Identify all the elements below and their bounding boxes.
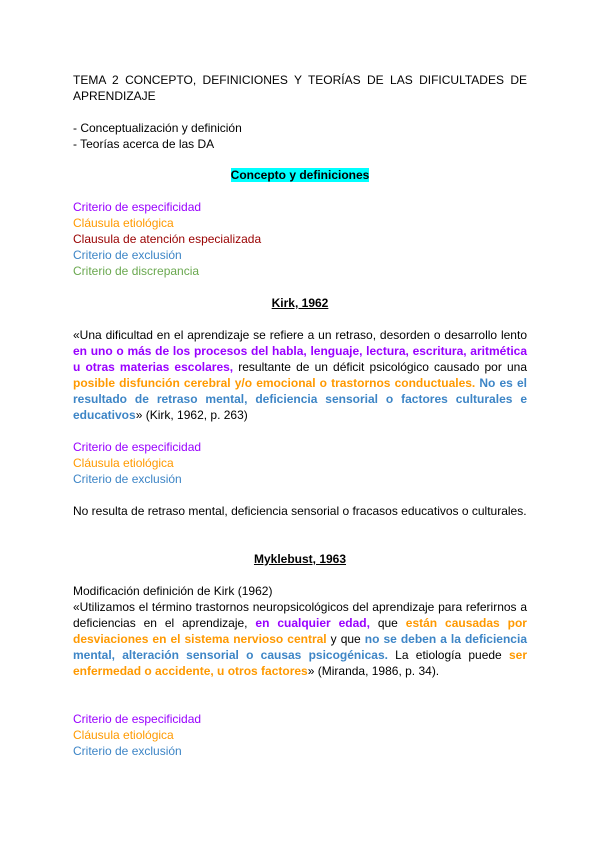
kirk-heading: Kirk, 1962 <box>271 296 329 310</box>
kirk-etiology-text: posible disfunción cerebral y/o emocional o trastornos conductuales. <box>73 376 476 390</box>
legend-etiologica: Cláusula etiológica <box>73 216 174 230</box>
kirk-quote-text: resultante de un déficit psicológico causado por una <box>233 360 527 374</box>
myklebust-quote-text: La etiología puede <box>387 648 509 662</box>
kirk-quote <box>73 327 527 423</box>
outline-item: - Teorías acerca de las DA <box>73 137 215 151</box>
myklebust-criterion: Criterio de exclusión <box>73 744 182 758</box>
document-title: TEMA 2 CONCEPTO, DEFINICIONES Y TEORÍAS DE LAS DIFICULTADES DE APRENDIZAJE <box>73 73 527 103</box>
kirk-heading-wrap <box>73 295 527 311</box>
outline-item: - Conceptualización y definición <box>73 121 242 135</box>
myklebust-quote-text: y que <box>326 632 365 646</box>
myklebust-intro: Modificación definición de Kirk (1962) <box>73 584 273 598</box>
myklebust-criteria <box>73 711 527 759</box>
criteria-legend <box>73 199 527 279</box>
kirk-citation: » (Kirk, 1962, p. 263) <box>135 408 248 422</box>
myklebust-citation: » (Miranda, 1986, p. 34). <box>307 664 440 678</box>
myklebust-criterion: Criterio de especificidad <box>73 712 202 726</box>
myklebust-criterion: Cláusula etiológica <box>73 728 174 742</box>
legend-atencion: Clausula de atención especializada <box>73 232 262 246</box>
legend-especificidad: Criterio de especificidad <box>73 200 202 214</box>
kirk-specificity-text: en uno o más de los procesos del habla, lenguaje, lectura, escritura, aritmética u otras materias escolares, <box>73 344 527 374</box>
kirk-criterion: Criterio de exclusión <box>73 472 182 486</box>
legend-exclusion: Criterio de exclusión <box>73 248 182 262</box>
myklebust-etiology-text: están causadas por desviaciones en el sistema nervioso central <box>73 616 527 646</box>
myklebust-heading: Myklebust, 1963 <box>253 552 347 566</box>
kirk-quote-text: «Una dificultad en el aprendizaje se refiere a un retraso, desorden o desarrollo lento <box>73 328 527 342</box>
section-heading-wrap <box>73 167 527 183</box>
myklebust-quote <box>73 599 527 679</box>
kirk-criteria <box>73 439 527 487</box>
kirk-criterion: Criterio de especificidad <box>73 440 202 454</box>
myklebust-etiology-text-2: ser enfermedad o accidente, u otros factores <box>73 648 527 678</box>
myklebust-exclusion-text: no se deben a la deficiencia mental, alteración sensorial o causas psicogénicas. <box>73 632 527 662</box>
kirk-exclusion-text: No es el resultado de retraso mental, deficiencia sensorial o factores culturales e educativos <box>73 376 527 422</box>
section-heading: Concepto y definiciones <box>230 168 370 182</box>
kirk-note: No resulta de retraso mental, deficiencia sensorial o fracasos educativos o culturales. <box>73 504 527 518</box>
outline-list <box>73 120 527 152</box>
myklebust-specificity-text: en cualquier edad, <box>255 616 370 630</box>
legend-discrepancia: Criterio de discrepancia <box>73 264 200 278</box>
myklebust-quote-text: «Utilizamos el término trastornos neuropsicológicos del aprendizaje para referirnos a deficiencias en el aprendizaje, <box>73 600 527 630</box>
myklebust-quote-text: que <box>369 616 406 630</box>
myklebust-heading-wrap <box>73 551 527 567</box>
kirk-criterion: Cláusula etiológica <box>73 456 174 470</box>
